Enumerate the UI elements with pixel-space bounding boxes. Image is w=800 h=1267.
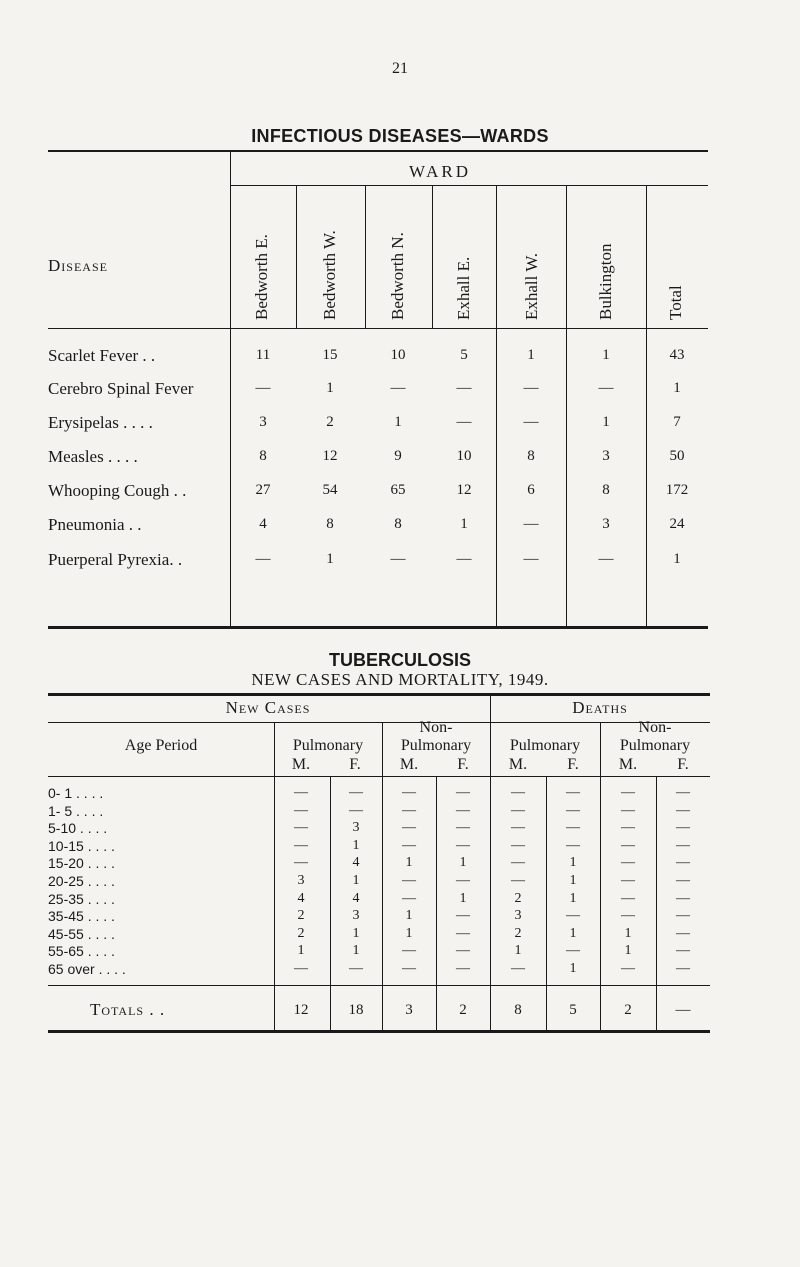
- table-cell: —: [676, 785, 690, 800]
- table-cell: —: [255, 551, 271, 567]
- table-cell: —: [621, 838, 635, 853]
- table-cell: 1: [297, 943, 305, 958]
- totals-cell: 12: [293, 1002, 309, 1018]
- table-cell: —: [621, 891, 635, 906]
- table-cell: —: [456, 414, 472, 430]
- col-header-exhall-e: Exhall E.: [454, 256, 473, 320]
- table-cell: —: [676, 820, 690, 835]
- table-cell: 1: [352, 873, 360, 888]
- table-cell: 3: [297, 873, 305, 888]
- table-cell: 1: [602, 414, 610, 430]
- nc-non-pulmonary-header: Pulmonary: [400, 737, 472, 754]
- table-cell: —: [402, 873, 416, 888]
- table-cell: 8: [527, 448, 535, 464]
- col-header-total: Total: [666, 285, 685, 320]
- table-cell: 1: [326, 380, 334, 396]
- col-divider: [432, 185, 433, 328]
- totals-cell: 8: [514, 1002, 522, 1018]
- table-cell: —: [402, 838, 416, 853]
- table-cell: 1: [569, 855, 577, 870]
- table-cell: —: [621, 855, 635, 870]
- deaths-header: Deaths: [572, 698, 628, 717]
- disease-row-label: Whooping Cough . .: [48, 481, 187, 500]
- table-cell: —: [598, 380, 614, 396]
- table-cell: —: [456, 873, 470, 888]
- table-cell: 6: [527, 482, 535, 498]
- col-header-bedworth-e: Bedworth E.: [252, 234, 271, 320]
- table-cell: 3: [514, 908, 522, 923]
- table-cell: —: [621, 785, 635, 800]
- table-cell: 3: [352, 908, 360, 923]
- table-cell: —: [566, 943, 580, 958]
- table-cell: —: [402, 943, 416, 958]
- table-cell: —: [294, 961, 308, 976]
- table-cell: 1: [352, 943, 360, 958]
- table-cell: 8: [394, 516, 402, 532]
- table-cell: 2: [297, 908, 305, 923]
- table-cell: —: [621, 908, 635, 923]
- table-cell: —: [511, 803, 525, 818]
- table-cell: —: [456, 803, 470, 818]
- table-cell: —: [511, 873, 525, 888]
- table-cell: —: [456, 838, 470, 853]
- table-cell: —: [676, 961, 690, 976]
- table-cell: 10: [390, 347, 406, 363]
- table-cell: 1: [352, 838, 360, 853]
- table-cell: 50: [669, 448, 685, 464]
- disease-row-label: Cerebro Spinal Fever: [48, 379, 194, 398]
- d-pulmonary-m: M.: [508, 756, 528, 773]
- table-cell: —: [402, 820, 416, 835]
- age-row-label: 55-65 . . . .: [48, 943, 115, 959]
- table-cell: —: [566, 838, 580, 853]
- nc-non-pulmonary-m: M.: [399, 756, 419, 773]
- table-cell: 10: [456, 448, 472, 464]
- table-cell: 1: [569, 926, 577, 941]
- table-bottom-rule: [48, 626, 708, 629]
- table-cell: 1: [527, 347, 535, 363]
- table-cell: —: [523, 414, 539, 430]
- header-bottom-rule: [48, 328, 708, 329]
- table-cell: 4: [352, 855, 360, 870]
- table-cell: —: [598, 551, 614, 567]
- tb-bottom-rule: [48, 1030, 710, 1033]
- table-cell: 5: [460, 347, 468, 363]
- totals-cell: 18: [348, 1002, 364, 1018]
- table-cell: 1: [673, 380, 681, 396]
- age-row-label: 1- 5 . . . .: [48, 803, 104, 819]
- col-divider: [646, 185, 647, 626]
- col-divider: [496, 185, 497, 626]
- age-row-label: 20-25 . . . .: [48, 873, 115, 889]
- col-divider: [656, 776, 657, 1030]
- table-cell: 1: [405, 908, 413, 923]
- tuberculosis-subtitle: NEW CASES AND MORTALITY, 1949.: [251, 670, 549, 689]
- totals-label: Totals . .: [90, 1000, 166, 1019]
- table-cell: —: [456, 551, 472, 567]
- table-cell: —: [566, 785, 580, 800]
- table-cell: 4: [297, 891, 305, 906]
- table-cell: —: [456, 943, 470, 958]
- table-cell: —: [402, 961, 416, 976]
- table-cell: 3: [352, 820, 360, 835]
- table-cell: —: [621, 803, 635, 818]
- totals-cell: 3: [405, 1002, 413, 1018]
- table-cell: —: [456, 961, 470, 976]
- disease-row-label: Scarlet Fever . .: [48, 346, 156, 365]
- col-header-bedworth-n: Bedworth N.: [388, 232, 407, 320]
- table-cell: —: [676, 873, 690, 888]
- age-row-label: 65 over . . . .: [48, 961, 126, 977]
- d-non-pulmonary-f: F.: [677, 756, 689, 773]
- table-cell: 11: [255, 347, 271, 363]
- table-cell: —: [402, 785, 416, 800]
- table-cell: —: [676, 838, 690, 853]
- table-cell: 1: [459, 891, 467, 906]
- age-row-label: 25-35 . . . .: [48, 891, 115, 907]
- age-row-label: 45-55 . . . .: [48, 926, 115, 942]
- totals-cell: —: [675, 1002, 691, 1018]
- table-cell: 4: [352, 891, 360, 906]
- table-cell: —: [523, 380, 539, 396]
- page-number: 21: [392, 60, 408, 77]
- table-cell: 12: [456, 482, 472, 498]
- table-cell: 7: [673, 414, 681, 430]
- age-row-label: 35-45 . . . .: [48, 908, 115, 924]
- age-row-label: 15-20 . . . .: [48, 855, 115, 871]
- table-cell: —: [511, 838, 525, 853]
- table-cell: 2: [514, 891, 522, 906]
- table-cell: 15: [322, 347, 338, 363]
- table-cell: 43: [669, 347, 685, 363]
- col-divider: [546, 776, 547, 1030]
- d-pulmonary-f: F.: [567, 756, 579, 773]
- table-cell: 1: [394, 414, 402, 430]
- table-cell: —: [294, 820, 308, 835]
- table-cell: 65: [390, 482, 406, 498]
- table-cell: 27: [255, 482, 271, 498]
- table-cell: —: [511, 855, 525, 870]
- table-cell: —: [456, 785, 470, 800]
- age-row-label: 0- 1 . . . .: [48, 785, 104, 801]
- table-cell: —: [511, 785, 525, 800]
- totals-top: [48, 985, 710, 986]
- table-cell: —: [456, 908, 470, 923]
- d-pulmonary-header: Pulmonary: [509, 737, 581, 754]
- table-cell: —: [402, 891, 416, 906]
- table-cell: —: [390, 551, 406, 567]
- age-period-header: Age Period: [124, 737, 198, 754]
- table-cell: 1: [569, 891, 577, 906]
- table-cell: —: [349, 785, 363, 800]
- disease-row-label: Puerperal Pyrexia. .: [48, 550, 183, 569]
- disease-column-header: Disease: [48, 256, 108, 275]
- disease-row-label: Measles . . . .: [48, 447, 138, 466]
- table-cell: 1: [602, 347, 610, 363]
- table-cell: —: [294, 838, 308, 853]
- table-cell: —: [511, 820, 525, 835]
- table-cell: 1: [569, 873, 577, 888]
- col-divider: [566, 185, 567, 626]
- tuberculosis-title: TUBERCULOSIS: [328, 650, 471, 670]
- d-non-header: Non-: [638, 719, 672, 736]
- tb-top-rule: [48, 693, 710, 696]
- table-cell: —: [566, 803, 580, 818]
- table-cell: 8: [259, 448, 267, 464]
- col-header-bedworth-w: Bedworth W.: [320, 230, 339, 320]
- nc-pulmonary-header: Pulmonary: [292, 737, 364, 754]
- col-header-bulkington: Bulkington: [596, 243, 615, 320]
- table-cell: 2: [297, 926, 305, 941]
- table-cell: —: [456, 380, 472, 396]
- table-cell: —: [621, 873, 635, 888]
- age-row-label: 10-15 . . . .: [48, 838, 115, 854]
- table-cell: —: [621, 820, 635, 835]
- col-header-exhall-w: Exhall W.: [522, 252, 541, 320]
- table-cell: —: [676, 803, 690, 818]
- table-cell: 3: [602, 516, 610, 532]
- table-cell: —: [676, 926, 690, 941]
- totals-cell: 2: [459, 1002, 467, 1018]
- table-cell: 9: [394, 448, 402, 464]
- table-cell: 1: [405, 855, 413, 870]
- nc-non-pulmonary-f: F.: [457, 756, 469, 773]
- table-cell: —: [566, 908, 580, 923]
- table-cell: —: [511, 961, 525, 976]
- table-cell: —: [676, 908, 690, 923]
- col-divider: [230, 152, 231, 626]
- table-cell: —: [402, 803, 416, 818]
- d-non-pulmonary-header: Pulmonary: [619, 737, 691, 754]
- table-cell: 12: [322, 448, 338, 464]
- infectious-diseases-title: INFECTIOUS DISEASES—WARDS: [251, 126, 549, 146]
- age-row-label: 5-10 . . . .: [48, 820, 108, 836]
- table-cell: 3: [602, 448, 610, 464]
- table-cell: 2: [326, 414, 334, 430]
- table-cell: —: [255, 380, 271, 396]
- nc-non-header: Non-: [419, 719, 453, 736]
- table-cell: —: [349, 961, 363, 976]
- table-cell: —: [621, 961, 635, 976]
- nc-pulmonary-f: F.: [349, 756, 361, 773]
- table-cell: —: [349, 803, 363, 818]
- table-cell: —: [566, 820, 580, 835]
- table-cell: 1: [624, 926, 632, 941]
- table-cell: 1: [514, 943, 522, 958]
- table-cell: —: [523, 516, 539, 532]
- col-divider: [436, 776, 437, 1030]
- table-cell: —: [676, 855, 690, 870]
- header-bottom: [48, 776, 710, 777]
- table-cell: 3: [259, 414, 267, 430]
- table-cell: 1: [405, 926, 413, 941]
- table-cell: —: [294, 803, 308, 818]
- new-cases-header: New Cases: [225, 698, 311, 717]
- table-cell: 1: [352, 926, 360, 941]
- col-divider: [296, 185, 297, 328]
- d-non-pulmonary-m: M.: [618, 756, 638, 773]
- table-cell: 8: [326, 516, 334, 532]
- table-cell: 24: [669, 516, 685, 532]
- table-cell: 4: [259, 516, 267, 532]
- table-cell: —: [676, 891, 690, 906]
- table-cell: 1: [460, 516, 468, 532]
- table-cell: —: [294, 855, 308, 870]
- table-cell: 1: [459, 855, 467, 870]
- table-cell: 1: [569, 961, 577, 976]
- table-cell: —: [294, 785, 308, 800]
- table-cell: —: [676, 943, 690, 958]
- table-cell: 2: [514, 926, 522, 941]
- table-cell: 1: [624, 943, 632, 958]
- table-cell: —: [390, 380, 406, 396]
- nc-pulmonary-m: M.: [291, 756, 311, 773]
- table-cell: 8: [602, 482, 610, 498]
- table-cell: 1: [673, 551, 681, 567]
- col-divider: [365, 185, 366, 328]
- ward-group-header: WARD: [408, 162, 472, 181]
- disease-row-label: Pneumonia . .: [48, 515, 142, 534]
- totals-cell: 2: [624, 1002, 632, 1018]
- table-cell: 54: [322, 482, 338, 498]
- table-cell: 172: [665, 482, 689, 498]
- table-cell: —: [456, 926, 470, 941]
- table-cell: —: [456, 820, 470, 835]
- totals-cell: 5: [569, 1002, 577, 1018]
- table-cell: —: [523, 551, 539, 567]
- disease-row-label: Erysipelas . . . .: [48, 413, 153, 432]
- table-cell: 1: [326, 551, 334, 567]
